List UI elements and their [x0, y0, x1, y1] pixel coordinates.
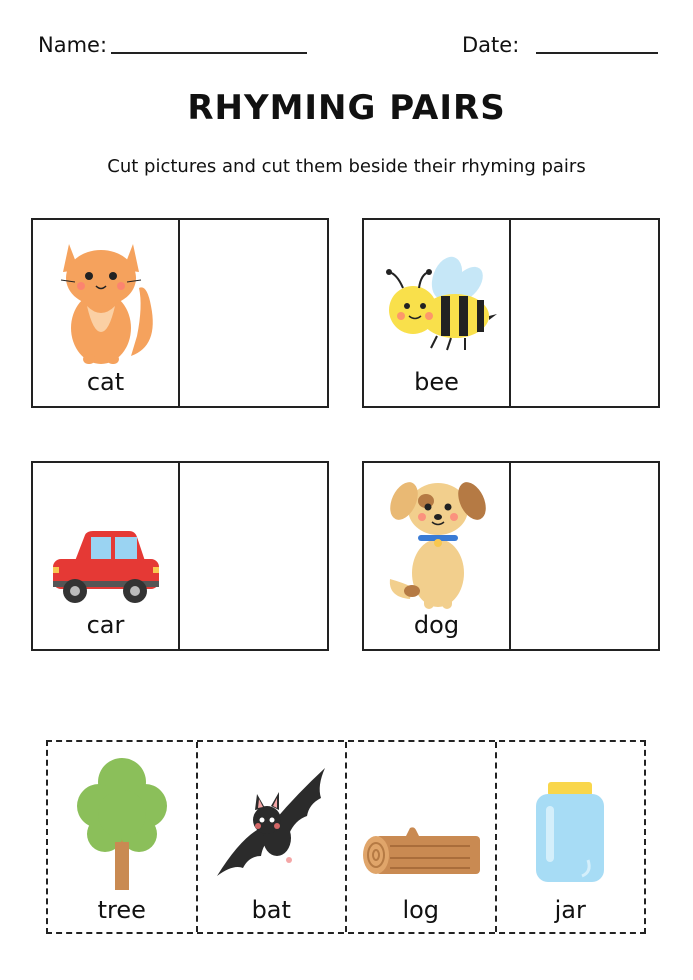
- picture-cell: [364, 463, 511, 649]
- word-bat: bat: [251, 896, 291, 924]
- cutout-tree[interactable]: [48, 742, 196, 932]
- pair-box-car: [31, 461, 329, 651]
- picture-cell: [33, 463, 180, 649]
- log-icon: [360, 824, 482, 880]
- word-bee: bee: [414, 368, 459, 396]
- word-log: log: [402, 896, 440, 924]
- pair-box-dog: [362, 461, 660, 651]
- word-cat: cat: [86, 368, 125, 396]
- cutout-jar[interactable]: [495, 742, 645, 932]
- car-icon: [49, 523, 163, 613]
- date-line[interactable]: [536, 52, 658, 54]
- cat-icon: [51, 236, 161, 366]
- pair-box-bee: [362, 218, 660, 408]
- page-title: RHYMING PAIRS: [187, 88, 506, 128]
- bat-icon: [213, 764, 329, 880]
- word-dog: dog: [413, 611, 460, 639]
- bee-icon: [377, 254, 497, 354]
- name-label: Name:: [38, 33, 108, 57]
- cutout-bat[interactable]: [196, 742, 346, 932]
- name-line[interactable]: [111, 52, 307, 54]
- word-jar: jar: [554, 896, 586, 924]
- pair-box-cat: [31, 218, 329, 408]
- paste-cell[interactable]: [180, 463, 327, 649]
- jar-icon: [532, 780, 608, 884]
- picture-cell: [364, 220, 511, 406]
- paste-cell[interactable]: [511, 220, 658, 406]
- paste-cell[interactable]: [511, 463, 658, 649]
- tree-icon: [75, 756, 169, 892]
- word-car: car: [86, 611, 125, 639]
- instructions: Cut pictures and cut them beside their rhyming pairs: [107, 156, 586, 177]
- picture-cell: [33, 220, 180, 406]
- date-label: Date:: [462, 33, 520, 57]
- cutout-log[interactable]: [345, 742, 495, 932]
- dog-icon: [382, 479, 492, 613]
- word-tree: tree: [97, 896, 146, 924]
- cutout-strip: [46, 740, 646, 934]
- paste-cell[interactable]: [180, 220, 327, 406]
